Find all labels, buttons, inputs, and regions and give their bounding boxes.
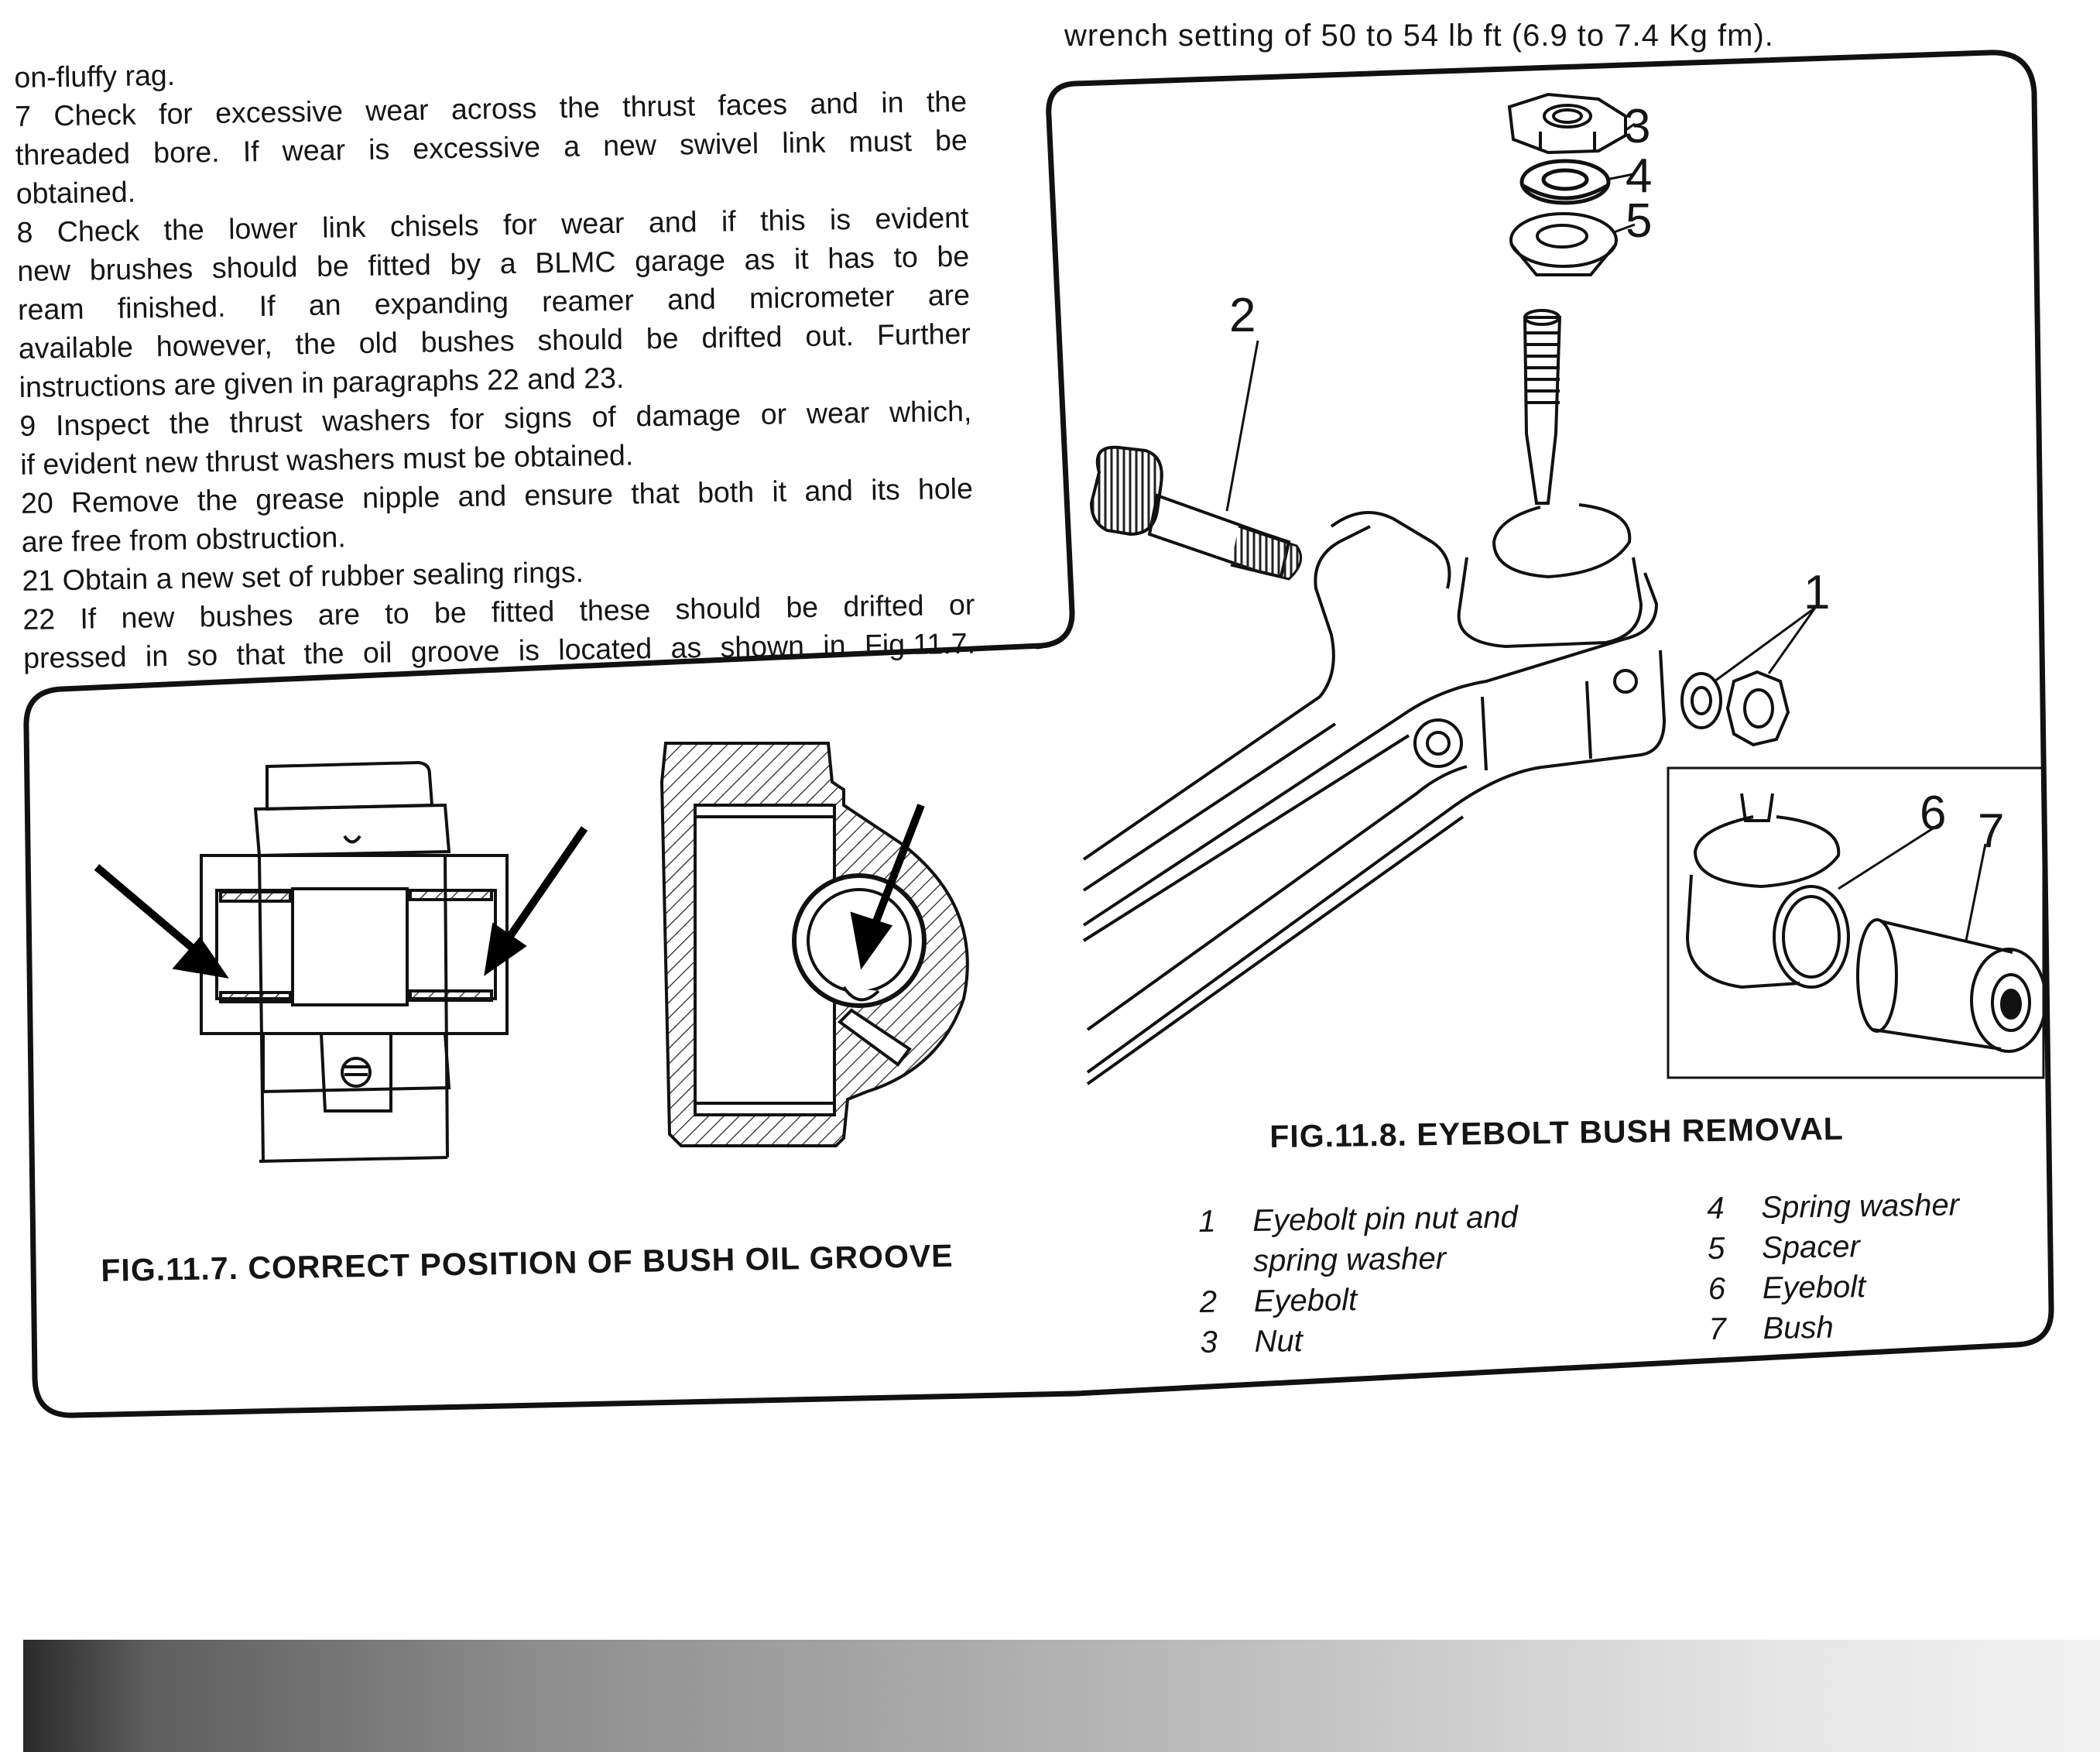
body-line: are free from obstruction. xyxy=(21,520,347,558)
spacer-drawing xyxy=(1511,214,1616,275)
spring-washer-drawing xyxy=(1522,161,1608,203)
body-line: if evident new thrust washers must be obtained. xyxy=(19,438,634,481)
bush-assembly-drawing xyxy=(201,763,507,1161)
top-note: wrench setting of 50 to 54 lb ft (6.9 to 7.4 Kg fm). xyxy=(1064,19,1774,53)
body-line: on-fluffy rag. xyxy=(14,58,176,94)
body-line: available however, the old bushes should be drifted out. Further xyxy=(18,317,971,365)
legend-row xyxy=(1707,1185,1959,1229)
legend-num: 7 xyxy=(1708,1311,1727,1346)
callout-label: 3 xyxy=(1624,100,1651,153)
pin-nut-drawing xyxy=(1682,672,1788,745)
eyebolt-drawing xyxy=(1091,447,1301,579)
legend-label: Bush xyxy=(1763,1310,1835,1346)
legend-label: Eyebolt pin nut and xyxy=(1252,1200,1519,1239)
body-line: 8 Check the lower link chisels for wear and if this is evident xyxy=(16,201,969,249)
callout-label: 1 xyxy=(1804,566,1831,619)
legend-row xyxy=(1199,1277,1519,1322)
legend-num: 6 xyxy=(1708,1271,1726,1306)
callout-label: 2 xyxy=(1229,289,1256,342)
callout-label: 4 xyxy=(1626,149,1653,203)
body-line: 7 Check for excessive wear across the thrust faces and in the xyxy=(14,84,968,132)
body-line: 21 Obtain a new set of rubber sealing rings. xyxy=(22,555,584,597)
suspension-arm-drawing xyxy=(1084,513,1664,1084)
eyebolt-pin-drawing xyxy=(1459,310,1641,646)
body-line: threaded bore. If wear is excessive a new swivel link must be xyxy=(15,123,968,171)
legend-left xyxy=(1198,1197,1519,1363)
legend-right xyxy=(1707,1185,1961,1349)
legend-row xyxy=(1198,1197,1518,1242)
body-line: 22 If new bushes are to be fitted these should be drifted or xyxy=(22,588,975,636)
legend-num: 3 xyxy=(1200,1325,1218,1359)
body-line: instructions are given in paragraphs 22 and 23. xyxy=(19,361,625,403)
legend-row xyxy=(1200,1318,1519,1363)
legend-label: Nut xyxy=(1254,1324,1304,1359)
callout-label: 5 xyxy=(1626,194,1653,248)
callout-label: 7 xyxy=(1978,804,2005,858)
callout-label: 6 xyxy=(1920,787,1947,840)
legend-num xyxy=(1199,1241,1254,1282)
body-line: new brushes should be fitted by a BLMC garage as it has to be xyxy=(16,239,970,287)
legend-num: 1 xyxy=(1198,1204,1216,1239)
legend-row xyxy=(1708,1265,1960,1309)
legend-num: 2 xyxy=(1199,1284,1218,1319)
legend-label: Eyebolt xyxy=(1253,1283,1358,1319)
body-line: 20 Remove the grease nipple and ensure that both it and its hole xyxy=(20,471,974,519)
nut-drawing xyxy=(1509,94,1626,153)
legend-label: spring washer xyxy=(1252,1241,1447,1279)
body-line: ream finished. If an expanding reamer and micrometer are xyxy=(17,278,971,326)
body-line: 9 Inspect the thrust washers for signs of damage or wear which, xyxy=(19,394,972,442)
legend-row xyxy=(1199,1237,1519,1282)
legend-num: 4 xyxy=(1707,1191,1725,1226)
bush-section-drawing xyxy=(662,743,968,1146)
body-line: obtained. xyxy=(15,175,136,210)
legend-row xyxy=(1708,1225,1960,1269)
legend-label: Spring washer xyxy=(1761,1188,1960,1226)
leader-lines xyxy=(1227,124,1985,941)
body-line: pressed in so that the oil groove is located as shown in Fig.11.7. xyxy=(22,626,976,674)
legend-label: Eyebolt xyxy=(1762,1270,1866,1306)
fig-11-7-caption: FIG.11.7. CORRECT POSITION OF BUSH OIL GROOVE xyxy=(101,1237,954,1288)
scan-shadow xyxy=(23,1640,2100,1752)
fig-11-8-caption: FIG.11.8. EYEBOLT BUSH REMOVAL xyxy=(1269,1110,1845,1154)
legend-row xyxy=(1708,1305,1961,1349)
legend-label: Spacer xyxy=(1761,1229,1861,1266)
legend-num: 5 xyxy=(1707,1231,1725,1266)
